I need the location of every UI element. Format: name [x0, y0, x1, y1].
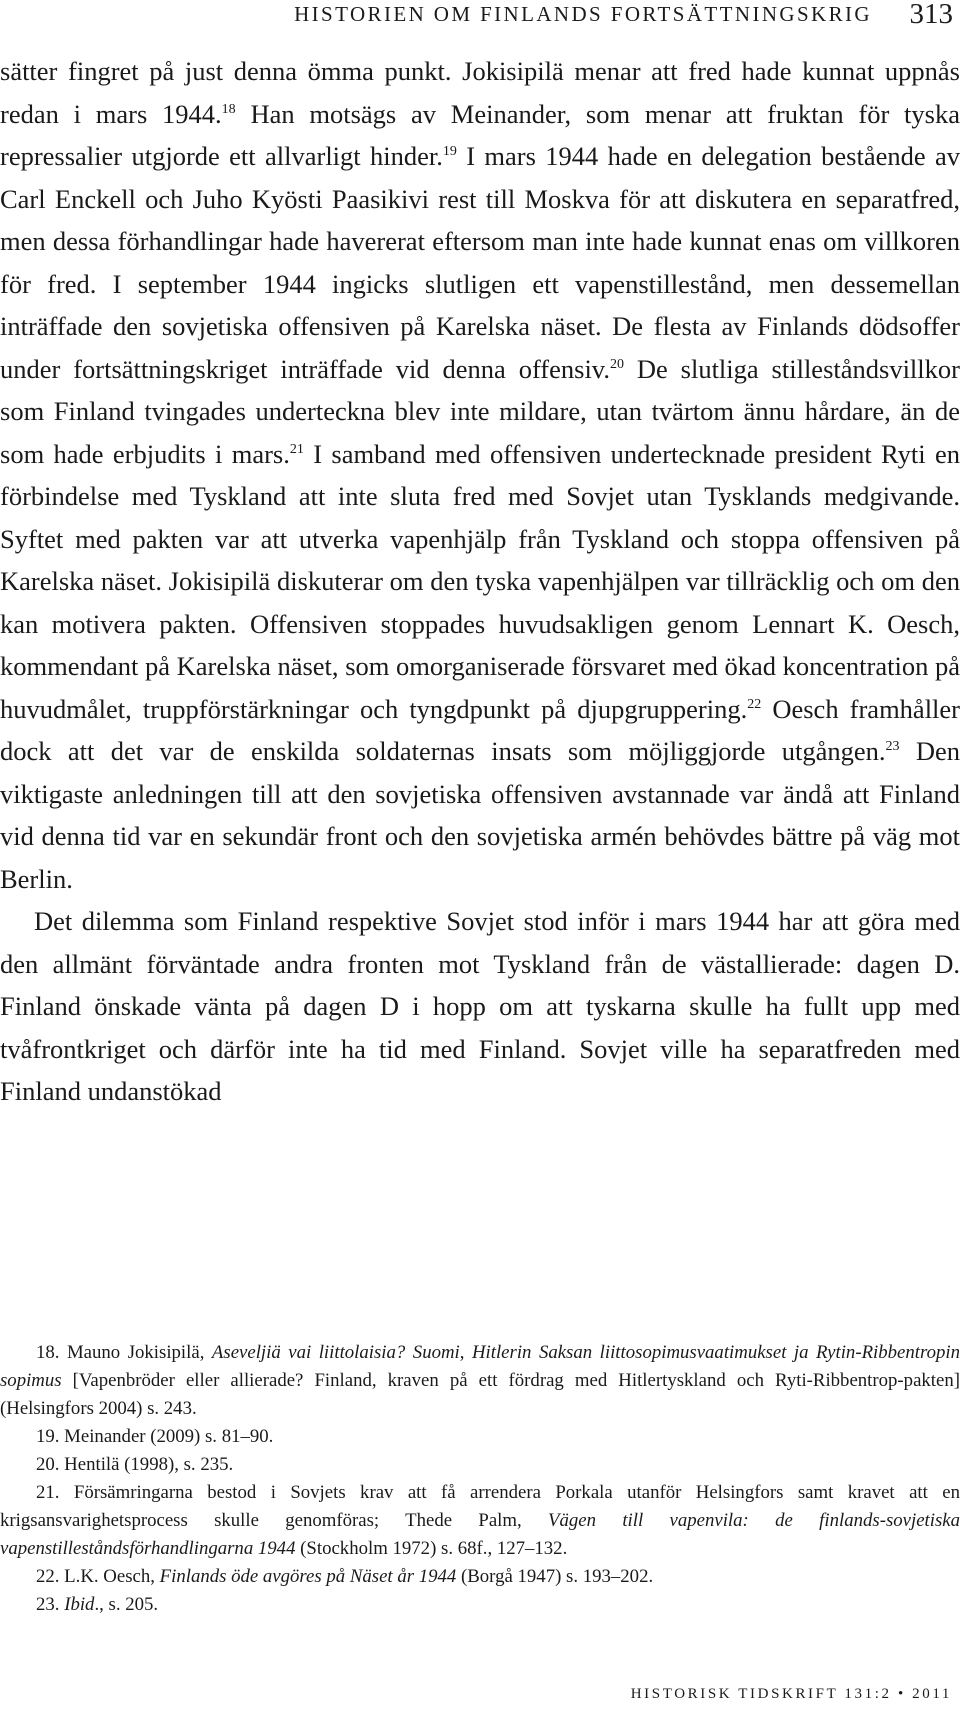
footnote-number: 20.: [36, 1454, 60, 1475]
footnote-number: 23.: [36, 1594, 60, 1615]
footnote-title: Finlands öde avgöres på Näset år 1944: [159, 1566, 457, 1587]
sentence: Den viktigaste anledningen till att den sovjetiska offensiven avstannade var ändå att Finland vid denna tid var en sekundär front och den sovjetiska armén behövdes bättre på väg mot Berlin.: [0, 736, 960, 894]
footnote-ref-21[interactable]: 21: [289, 441, 304, 457]
footnote-ref-23[interactable]: 23: [885, 739, 900, 755]
footnote-title: Vägen till vapenvila: de finlands-sovjetiska vapenstilleståndsförhandlingarna 1944: [0, 1510, 960, 1559]
sentence: I samband med offensiven undertecknade president Ryti en förbindelse med Tyskland att inte sluta fred med Sovjet utan Tysklands medgivande. Syftet med pakten var att utverka vapenhjälp från Tyskland och stoppa offensiven på Karelska näset. Jokisipilä diskuterar om den tyska vapenhjälpen var tillräcklig och om den kan motivera pakten. Offensiven stoppades huvudsakligen genom Lennart K. Oesch, kommendant på Karelska näset, som omorganiserade försvaret med ökad koncentration på huvudmålet, truppförstärkningar och tyngdpunkt på djupgruppering.: [0, 438, 960, 724]
footnote-title: Hitlerin Saksan liittosopimusvaatimukset ja Rytin-Ribbentropin sopimus: [0, 1342, 960, 1391]
footnote-number: 19.: [36, 1426, 60, 1447]
footnote-text: ., s. 205.: [94, 1594, 159, 1615]
body-text: [0, 50, 960, 1113]
footnote-text: ,: [459, 1342, 472, 1363]
footnote-text: Mauno Jokisipilä,: [59, 1342, 212, 1363]
footnote-23: [0, 1591, 960, 1619]
sentence: De slutliga stilleståndsvillkor som Finland tvingades underteckna blev inte mildare, utan tvärtom ännu hårdare, än de som hade erbjudits i mars.: [0, 353, 960, 469]
footnote-text: Hentilä (1998), s. 235.: [59, 1454, 234, 1475]
footnote-22: [0, 1563, 960, 1591]
footnote-20: [0, 1451, 960, 1479]
footnote-text: (Stockholm 1972) s. 68f., 127–132.: [295, 1538, 568, 1559]
paragraph-1: [0, 50, 960, 900]
sentence: sätter fingret på just denna ömma punkt. Jokisipilä menar att fred hade kunnat uppnås redan i mars 1944.: [0, 56, 960, 129]
sentence: Han motsägs av Meinander, som menar att fruktan för tyska repressalier utgjorde ett allvarligt hinder.: [0, 98, 960, 171]
footnote-21: [0, 1479, 960, 1563]
footnote-ref-20[interactable]: 20: [609, 356, 624, 372]
footnote-18: [0, 1339, 960, 1423]
footnote-text: L.K. Oesch,: [59, 1566, 160, 1587]
footnote-number: 21.: [36, 1482, 60, 1503]
footnote-text: (Borgå 1947) s. 193–202.: [456, 1566, 654, 1587]
footnotes: [0, 1339, 960, 1619]
sentence: Oesch framhåller dock att det var de enskilda soldaternas insats som möjliggjorde utgången.: [0, 693, 960, 766]
footnote-ref-19[interactable]: 19: [442, 144, 457, 160]
running-footer: HISTORISK TIDSKRIFT 131:2 • 2011: [630, 1686, 952, 1702]
footnote-text: Försämringarna bestod i Sovjets krav att få arrendera Porkala utanför Helsingfors samt kravet att en krigsansvarighetsprocess skulle genomföras; Thede Palm,: [0, 1482, 960, 1531]
sentence: I mars 1944 hade en delegation bestående av Carl Enckell och Juho Kyösti Paasikivi rest till Moskva för att diskutera en separatfred, men dessa förhandlingar hade havererat eftersom man inte hade kunnat enas om villkoren för fred. I september 1944 ingicks slutligen ett vapenstillestånd, men dessemellan inträffade den sovjetiska offensiven på Karelska näset. De flesta av Finlands dödsoffer under fortsättningskriget inträffade vid denna offensiv.: [0, 141, 960, 384]
running-head: [0, 0, 960, 36]
paragraph-2: Det dilemma som Finland respektive Sovjet stod inför i mars 1944 har att göra med den allmänt förväntade andra fronten mot Tyskland från de västallierade: dagen D. Finland önskade vänta på dagen D i hopp om att tyskarna skulle ha fullt upp med tvåfrontkriget och därför inte ha tid med Finland. Sovjet ville ha separatfreden med Finland undanstökad: [0, 906, 960, 1106]
footnote-number: 18.: [36, 1342, 60, 1363]
footnote-19: [0, 1423, 960, 1451]
running-title: HISTORIEN OM FINLANDS FORTSÄTTNINGSKRIG: [294, 2, 872, 26]
footnote-title: Ibid: [64, 1594, 95, 1615]
footnote-text: [Vapenbröder eller allierade? Finland, kraven på ett fördrag med Hitlertyskland och Ryti-Ribbentrop-pakten] (Helsingfors 2004) s. 243.: [0, 1370, 960, 1419]
footnote-ref-22[interactable]: 22: [747, 696, 762, 712]
page-number: 313: [909, 0, 953, 30]
footnote-ref-18[interactable]: 18: [221, 101, 236, 117]
footnote-title: Aseveljiä vai liittolaisia? Suomi: [211, 1342, 460, 1363]
footnote-number: 22.: [36, 1566, 60, 1587]
footnote-text: Meinander (2009) s. 81–90.: [59, 1426, 274, 1447]
